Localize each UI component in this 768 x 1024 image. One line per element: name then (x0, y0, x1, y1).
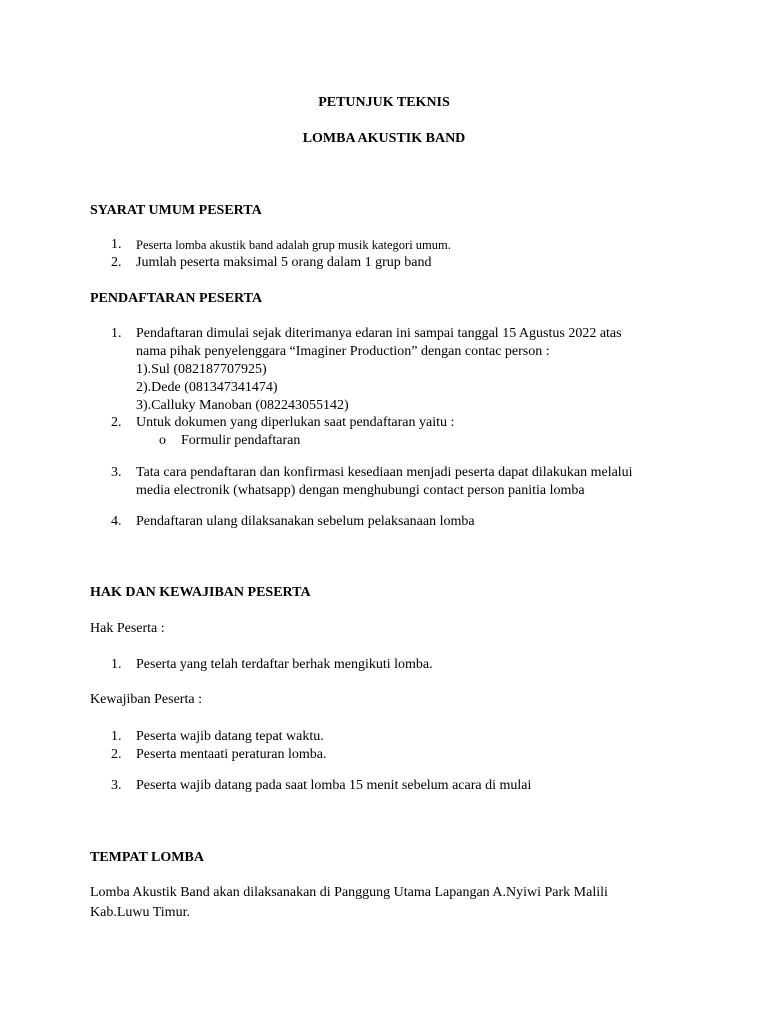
list-number: 1. (111, 729, 122, 744)
section-heading-tempat: TEMPAT LOMBA (90, 850, 204, 865)
paragraph-line: Lomba Akustik Band akan dilaksanakan di Panggung Utama Lapangan A.Nyiwi Park Malili (90, 885, 608, 900)
contact-person: 3).Calluky Manoban (082243055142) (136, 398, 349, 413)
sub-bullet-icon: o (159, 433, 166, 448)
list-number: 2. (111, 255, 122, 270)
list-number: 1. (111, 237, 122, 252)
list-number: 2. (111, 415, 122, 430)
list-item: Peserta mentaati peraturan lomba. (136, 747, 327, 762)
list-item-continuation: media electronik (whatsapp) dengan menghubungi contact person panitia lomba (136, 483, 585, 498)
list-item: Peserta wajib datang tepat waktu. (136, 729, 324, 744)
document-subtitle: LOMBA AKUSTIK BAND (302, 131, 466, 146)
list-item: Peserta wajib datang pada saat lomba 15 menit sebelum acara di mulai (136, 778, 532, 793)
list-item: Jumlah peserta maksimal 5 orang dalam 1 grup band (136, 255, 432, 270)
list-number: 4. (111, 514, 122, 529)
list-number: 1. (111, 326, 122, 341)
list-item: Peserta lomba akustik band adalah grup musik kategori umum. (136, 238, 451, 252)
section-heading-pendaftaran: PENDAFTARAN PESERTA (90, 291, 263, 306)
kewajiban-label: Kewajiban Peserta : (90, 692, 202, 707)
hak-label: Hak Peserta : (90, 621, 165, 636)
contact-person: 1).Sul (082187707925) (136, 362, 267, 377)
list-number: 3. (111, 778, 122, 793)
list-item: Untuk dokumen yang diperlukan saat pendaftaran yaitu : (136, 415, 455, 430)
paragraph-line: Kab.Luwu Timur. (90, 905, 190, 920)
sub-list-item: Formulir pendaftaran (181, 433, 301, 448)
list-number: 1. (111, 657, 122, 672)
section-heading-hak-kewajiban: HAK DAN KEWAJIBAN PESERTA (90, 585, 311, 600)
section-heading-syarat: SYARAT UMUM PESERTA (90, 203, 262, 218)
list-item: Peserta yang telah terdaftar berhak mengikuti lomba. (136, 657, 433, 672)
list-item: Tata cara pendaftaran dan konfirmasi kesediaan menjadi peserta dapat dilakukan melalui (136, 465, 633, 480)
list-item-continuation: nama pihak penyelenggara “Imaginer Production” dengan contac person : (136, 344, 550, 359)
contact-person: 2).Dede (081347341474) (136, 380, 278, 395)
document-title: PETUNJUK TEKNIS (318, 95, 450, 110)
list-number: 2. (111, 747, 122, 762)
list-item: Pendaftaran ulang dilaksanakan sebelum pelaksanaan lomba (136, 514, 475, 529)
list-number: 3. (111, 465, 122, 480)
list-item: Pendaftaran dimulai sejak diterimanya edaran ini sampai tanggal 15 Agustus 2022 atas (136, 326, 622, 341)
